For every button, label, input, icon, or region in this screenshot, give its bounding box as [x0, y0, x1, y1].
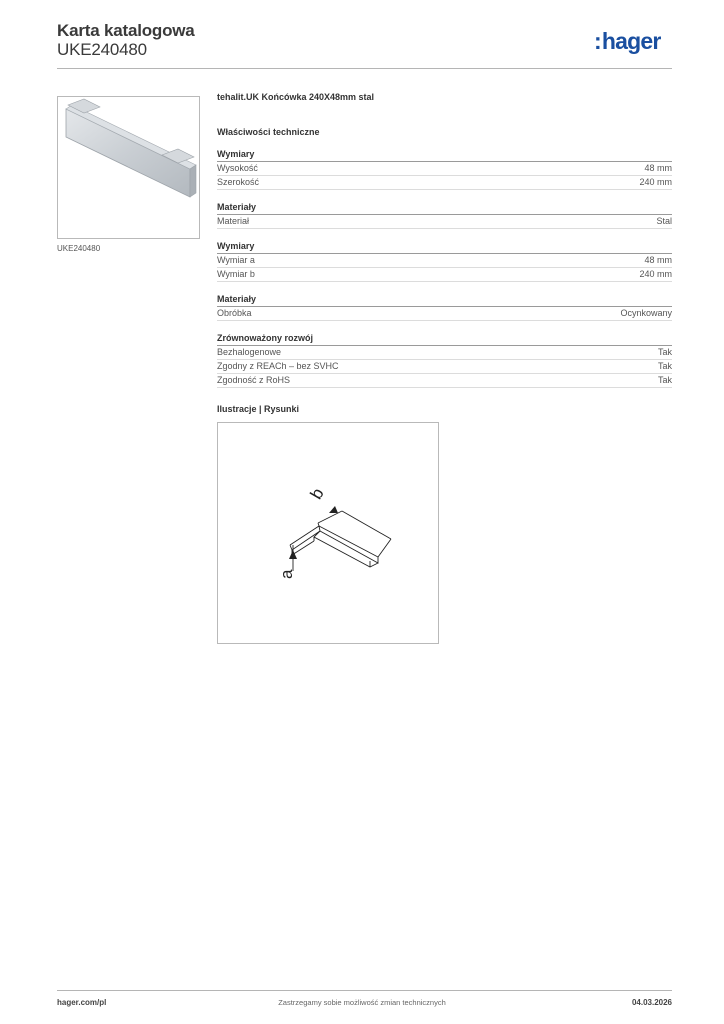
group-title: Materiały [217, 294, 672, 307]
property-value: 240 mm [639, 177, 672, 187]
hager-logo: :hager [594, 28, 661, 54]
product-name: tehalit.UK Końcówka 240X48mm stal [217, 92, 375, 102]
document-title: Karta katalogowa [57, 21, 195, 40]
property-label: Bezhalogenowe [217, 347, 282, 357]
product-details [217, 92, 672, 644]
property-label: Wymiar a [217, 255, 255, 265]
footer-divider [57, 990, 672, 991]
illustrations-heading: Ilustracje | Rysunki [217, 404, 300, 414]
property-row [217, 268, 672, 282]
property-label: Zgodny z REACh – bez SVHC [217, 361, 339, 371]
dimension-label-a: a [277, 569, 296, 579]
property-row [217, 162, 672, 176]
website-link[interactable]: hager.com/pl [57, 998, 107, 1007]
logo-text: hager [601, 28, 661, 54]
product-photo [57, 96, 200, 239]
property-value: Tak [657, 361, 672, 371]
property-group-sustainability [217, 333, 672, 388]
property-row [217, 215, 672, 229]
header-divider [57, 68, 672, 69]
property-label: Obróbka [217, 308, 252, 318]
property-group-finish [217, 294, 672, 321]
property-value: 48 mm [644, 163, 672, 173]
property-value: Tak [657, 375, 672, 385]
property-row [217, 374, 672, 388]
property-value: Ocynkowany [620, 308, 672, 318]
property-row [217, 346, 672, 360]
property-row [217, 360, 672, 374]
property-label: Zgodność z RoHS [217, 375, 291, 385]
dimension-drawing [217, 422, 439, 644]
group-title: Wymiary [217, 149, 672, 162]
property-group-materials [217, 202, 672, 229]
property-value: Tak [657, 347, 672, 357]
property-group-dimensions-ab [217, 241, 672, 282]
property-row [217, 307, 672, 321]
property-label: Szerokość [217, 177, 260, 187]
product-image-caption: UKE240480 [57, 244, 101, 253]
property-label: Materiał [217, 216, 250, 226]
technical-properties-heading: Właściwości techniczne [217, 127, 320, 137]
footer-date: 04.03.2026 [631, 998, 672, 1007]
group-title: Zrównoważony rozwój [217, 333, 672, 346]
property-group-dimensions [217, 149, 672, 190]
footer-disclaimer: Zastrzegamy sobie możliwość zmian technicznych [278, 998, 446, 1007]
property-label: Wymiar b [217, 269, 255, 279]
group-title: Wymiary [217, 241, 672, 254]
property-value: 48 mm [644, 255, 672, 265]
property-row [217, 254, 672, 268]
property-value: 240 mm [639, 269, 672, 279]
group-title: Materiały [217, 202, 672, 215]
property-label: Wysokość [217, 163, 258, 173]
property-row [217, 176, 672, 190]
property-value: Stal [656, 216, 672, 226]
dimension-label-b: b [306, 484, 328, 503]
product-code: UKE240480 [57, 40, 147, 59]
